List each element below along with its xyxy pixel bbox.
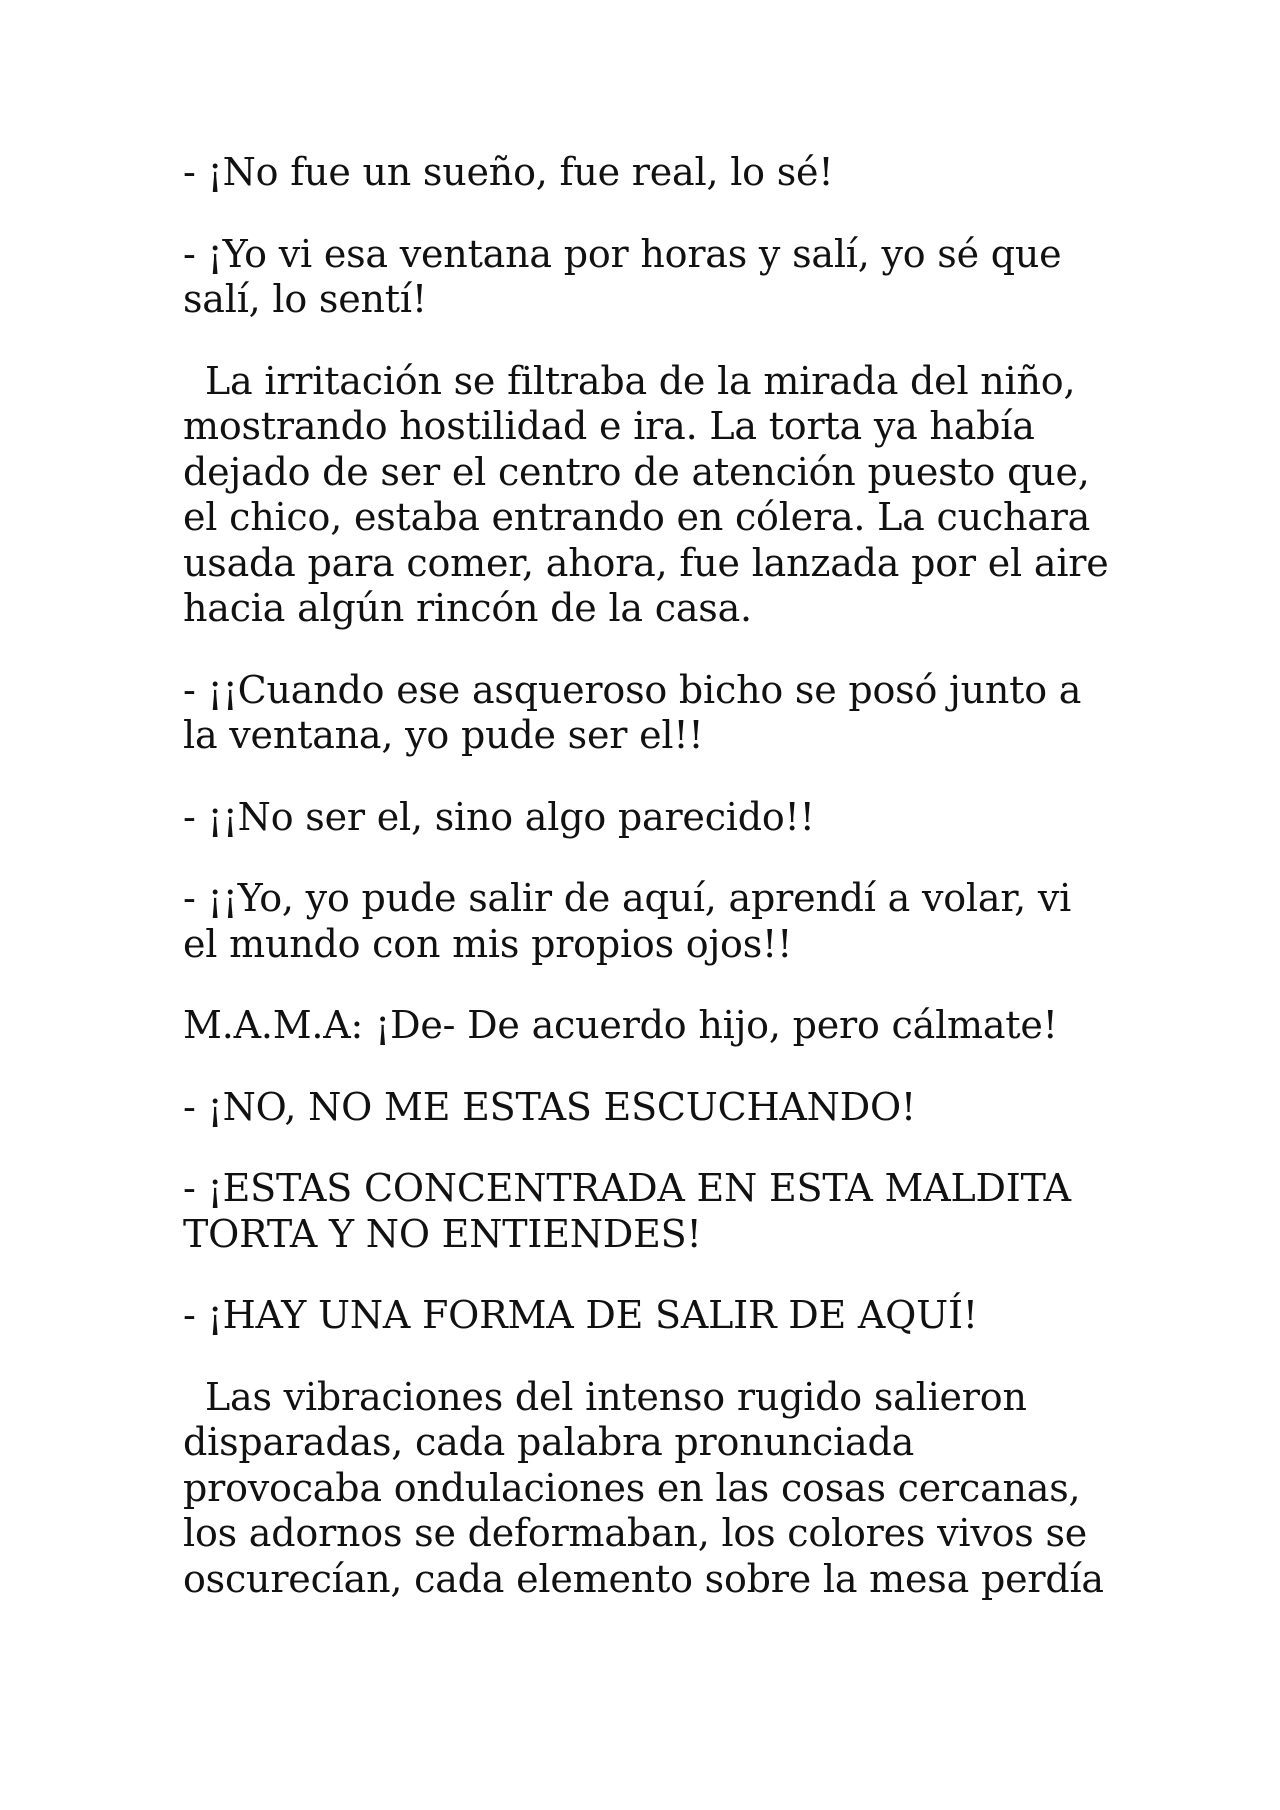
dialogue-line: - ¡No fue un sueño, fue real, lo sé! bbox=[183, 150, 834, 194]
dialogue-line: - ¡Yo vi esa ventana por horas y salí, yo sé que salí, lo sentí! bbox=[183, 231, 1062, 321]
dialogue-line: - ¡ESTAS CONCENTRADA EN ESTA MALDITA TORTA Y NO ENTIENDES! bbox=[183, 1166, 1071, 1256]
dialogue-line: M.A.M.A: ¡De- De acuerdo hijo, pero cálmate! bbox=[183, 1003, 1058, 1047]
dialogue-line: - ¡HAY UNA FORMA DE SALIR DE AQUÍ! bbox=[183, 1293, 978, 1337]
narration-paragraph: Las vibraciones del intenso rugido salieron disparadas, cada palabra pronunciada provocaba ondulaciones en las cosas cercanas, los adornos se deformaban, los colores vivos se oscurecían, cada elemento sobre la mesa perdía bbox=[183, 1374, 1104, 1601]
body-text bbox=[183, 150, 1113, 1602]
dialogue-line: - ¡NO, NO ME ESTAS ESCUCHANDO! bbox=[183, 1084, 916, 1129]
narration-paragraph: La irritación se filtraba de la mirada del niño, mostrando hostilidad e ira. La torta ya había dejado de ser el centro de atención puesto que, el chico, estaba entrando en cólera. La cuchara usada para comer, ahora, fue lanzada por el aire hacia algún rincón de la casa. bbox=[183, 358, 1109, 630]
dialogue-line: - ¡¡Cuando ese asqueroso bicho se posó junto a la ventana, yo pude ser el!! bbox=[183, 667, 1082, 757]
dialogue-line: - ¡¡No ser el, sino algo parecido!! bbox=[183, 794, 815, 839]
dialogue-line: - ¡¡Yo, yo pude salir de aquí, aprendí a volar, vi el mundo con mis propios ojos!! bbox=[183, 876, 1072, 966]
